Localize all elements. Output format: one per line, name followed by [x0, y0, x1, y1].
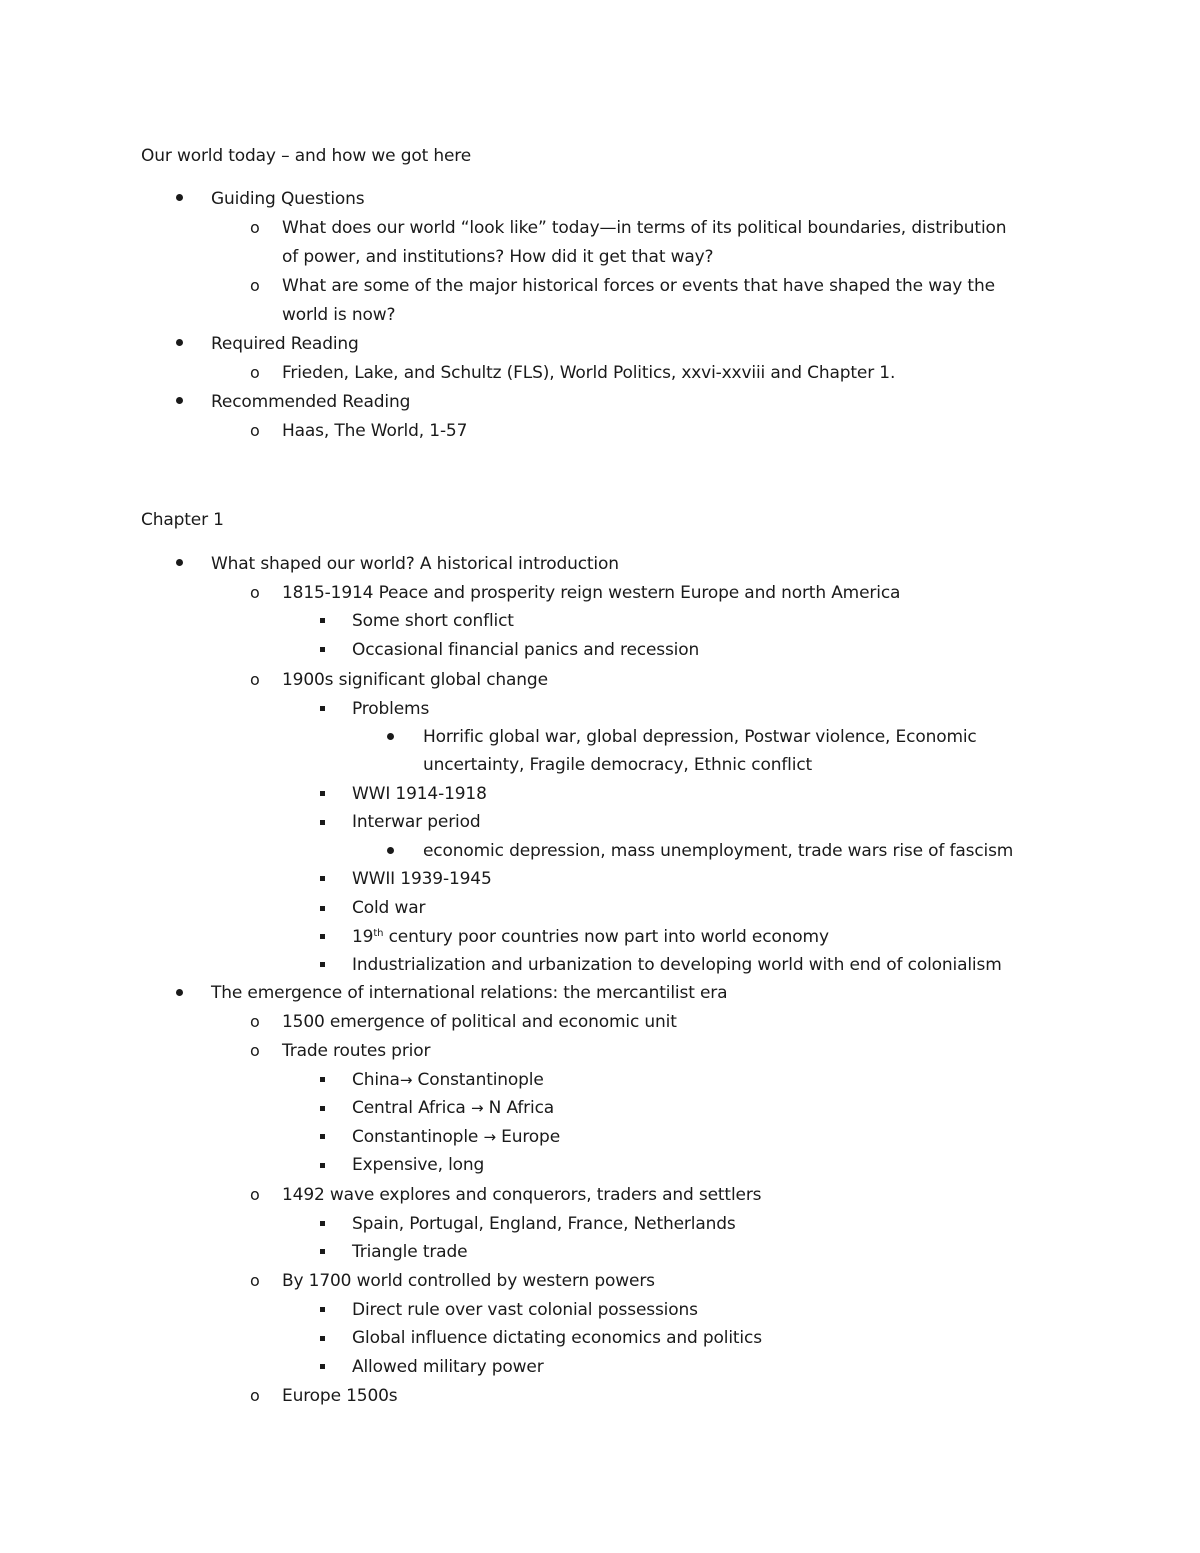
bullet-disc-icon: [387, 847, 394, 854]
bullet-disc-icon: [176, 989, 183, 996]
list-item-1492: 1492 wave explores and conquerors, traders and settlers: [282, 1185, 762, 1205]
list-item-expensive: Expensive, long: [352, 1155, 485, 1175]
list-item-question-2-cont: world is now?: [282, 305, 396, 325]
bullet-disc-icon: [387, 733, 394, 740]
list-item-question-1-cont: of power, and institutions? How did it get that way?: [282, 247, 714, 267]
list-item-global-influence: Global influence dictating economics and politics: [352, 1328, 762, 1348]
bullet-square-icon: [320, 876, 325, 881]
bullet-square-icon: [320, 1221, 325, 1226]
bullet-square-icon: [320, 934, 325, 939]
bullet-circle-icon: o: [250, 1271, 260, 1290]
list-item-recommended-reading: Recommended Reading: [211, 392, 411, 412]
bullet-square-icon: [320, 618, 325, 623]
chapter-title: Chapter 1: [141, 510, 224, 530]
list-item-recommended-text: Haas, The World, 1-57: [282, 421, 468, 441]
list-item-question-2: What are some of the major historical forces or events that have shaped the way the: [282, 276, 995, 296]
list-item-trade-routes: Trade routes prior: [282, 1041, 431, 1061]
list-item-industrialization: Industrialization and urbanization to developing world with end of colonialism: [352, 955, 1002, 975]
bullet-disc-icon: [176, 397, 183, 404]
list-item-problems: Problems: [352, 699, 430, 719]
arrow-right-icon: →: [399, 1071, 413, 1089]
list-item-1815: 1815-1914 Peace and prosperity reign western Europe and north America: [282, 583, 901, 603]
list-item-triangle-trade: Triangle trade: [352, 1242, 468, 1262]
list-item-19th-century: 19th century poor countries now part into world economy: [352, 927, 829, 947]
list-item-direct-rule: Direct rule over vast colonial possessions: [352, 1300, 698, 1320]
list-item-1500: 1500 emergence of political and economic unit: [282, 1012, 677, 1032]
arrow-right-icon: →: [483, 1128, 496, 1146]
list-item-wwii: WWII 1939-1945: [352, 869, 492, 889]
bullet-square-icon: [320, 647, 325, 652]
bullet-circle-icon: o: [250, 1185, 260, 1204]
bullet-square-icon: [320, 906, 325, 911]
list-item-interwar: Interwar period: [352, 812, 481, 832]
list-item-problems-detail-cont: uncertainty, Fragile democracy, Ethnic conflict: [423, 755, 813, 775]
bullet-circle-icon: o: [250, 1041, 260, 1060]
bullet-disc-icon: [176, 194, 183, 201]
bullet-square-icon: [320, 1364, 325, 1369]
list-item-what-shaped: What shaped our world? A historical introduction: [211, 554, 619, 574]
bullet-square-icon: [320, 1249, 325, 1254]
bullet-square-icon: [320, 1163, 325, 1168]
bullet-circle-icon: o: [250, 363, 260, 382]
bullet-square-icon: [320, 1106, 325, 1111]
list-item-wwi: WWI 1914-1918: [352, 784, 487, 804]
list-item-short-conflict: Some short conflict: [352, 611, 514, 631]
bullet-square-icon: [320, 1134, 325, 1139]
list-item-problems-detail: Horrific global war, global depression, Postwar violence, Economic: [423, 727, 977, 747]
bullet-circle-icon: o: [250, 583, 260, 602]
list-item-countries: Spain, Portugal, England, France, Netherlands: [352, 1214, 736, 1234]
bullet-square-icon: [320, 1336, 325, 1341]
list-item-route-china: China→ Constantinople: [352, 1070, 544, 1090]
list-item-route-africa: Central Africa → N Africa: [352, 1098, 555, 1118]
bullet-square-icon: [320, 706, 325, 711]
bullet-disc-icon: [176, 339, 183, 346]
bullet-circle-icon: o: [250, 276, 260, 295]
bullet-square-icon: [320, 1307, 325, 1312]
bullet-circle-icon: o: [250, 421, 260, 440]
list-item-cold-war: Cold war: [352, 898, 426, 918]
list-item-financial-panics: Occasional financial panics and recession: [352, 640, 700, 660]
list-item-required-text: Frieden, Lake, and Schultz (FLS), World Politics, xxvi-xxviii and Chapter 1.: [282, 363, 896, 383]
bullet-circle-icon: o: [250, 1012, 260, 1031]
bullet-disc-icon: [176, 559, 183, 566]
list-item-europe-1500s: Europe 1500s: [282, 1386, 398, 1406]
bullet-circle-icon: o: [250, 670, 260, 689]
list-item-military-power: Allowed military power: [352, 1357, 544, 1377]
list-item-route-constantinople: Constantinople → Europe: [352, 1127, 561, 1147]
list-item-question-1: What does our world “look like” today—in terms of its political boundaries, distribution: [282, 218, 1007, 238]
list-item-1900s: 1900s significant global change: [282, 670, 548, 690]
bullet-square-icon: [320, 791, 325, 796]
list-item-mercantilist: The emergence of international relations: the mercantilist era: [211, 983, 728, 1003]
arrow-right-icon: →: [470, 1099, 484, 1117]
bullet-square-icon: [320, 820, 325, 825]
bullet-circle-icon: o: [250, 218, 260, 237]
list-item-guiding-questions: Guiding Questions: [211, 189, 365, 209]
list-item-required-reading: Required Reading: [211, 334, 359, 354]
bullet-square-icon: [320, 962, 325, 967]
list-item-1700: By 1700 world controlled by western powers: [282, 1271, 655, 1291]
bullet-square-icon: [320, 1077, 325, 1082]
bullet-circle-icon: o: [250, 1386, 260, 1405]
section-title: Our world today – and how we got here: [141, 146, 472, 166]
list-item-interwar-detail: economic depression, mass unemployment, trade wars rise of fascism: [423, 841, 1014, 861]
